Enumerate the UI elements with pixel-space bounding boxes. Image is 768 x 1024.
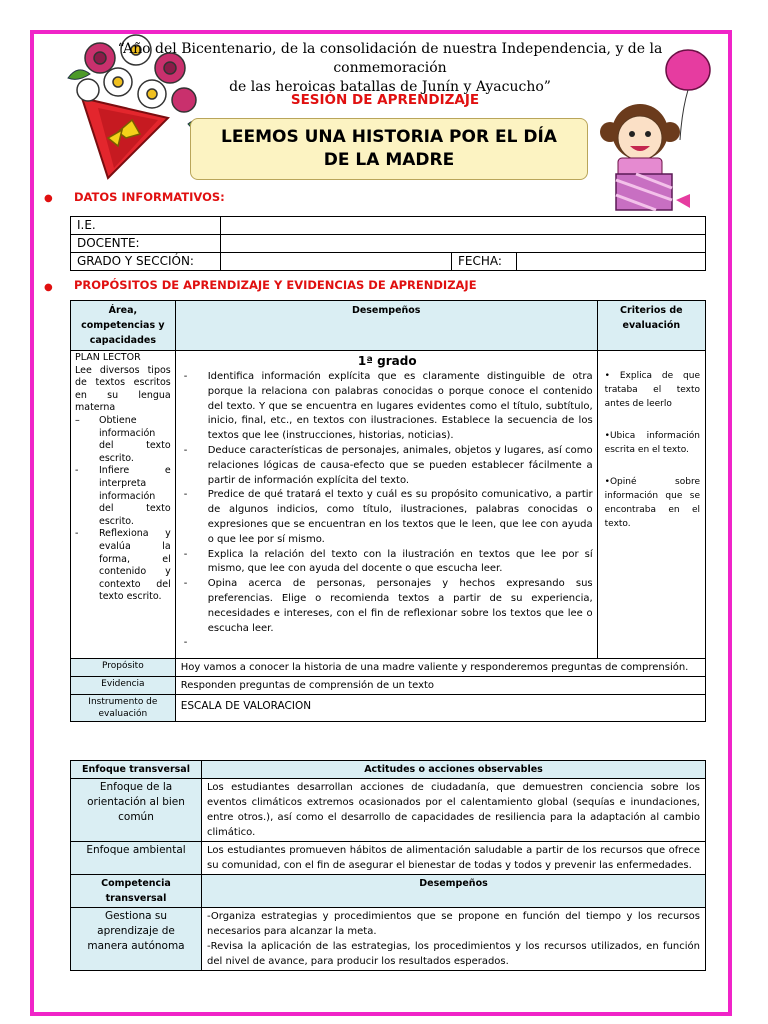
desempeno-item <box>182 577 593 636</box>
criterio-item: • Explica de que trataba el texto antes de leerlo <box>604 371 700 409</box>
dash-marker: - <box>183 489 188 501</box>
competencia-line2: -Revisa la aplicación de las estrategias, los procedimientos y los recursos utilizados, en función del nivel de avance, para producir los resultados esperados. <box>207 941 700 967</box>
header-area: Área, competencias y capacidades <box>71 301 176 351</box>
area-cell <box>71 351 176 659</box>
desempeno-text: Identifica información explícita que es claramente distinguible de otra porque la relaciona con palabras conocidas o porque conoce el contenido del texto. Y que se encuentra en lugares evidentes como el título, subtítulo, inicio, final, etc., en textos con ilustraciones. Establece la secuencia de los textos que lee (instrucciones, historias, noticias). <box>207 371 593 442</box>
capacidades-list <box>75 415 171 604</box>
desempeno-text: Predice de qué tratará el texto y cuál es su propósito comunicativo, a partir de algunos indicios, como título, ilustraciones, palabras conocidas o expresiones que se encuentran en los textos que le leen, que lee con ayuda o que lee por sí mismo. <box>207 489 593 545</box>
slogan-line2: de las heroicas batallas de Junín y Ayacucho” <box>229 79 551 95</box>
session-label: SESIÓN DE APRENDIZAJE <box>290 92 480 108</box>
fecha-label: FECHA: <box>452 253 517 271</box>
desempenos-list <box>182 370 593 651</box>
instrumento-label: Instrumento de evaluación <box>71 695 176 722</box>
docente-value[interactable] <box>221 235 706 253</box>
area-competencia: Lee diversos tipos de textos escritos en su lengua materna <box>75 364 171 414</box>
capacidad-item <box>75 415 171 465</box>
desempeno-item <box>182 488 593 547</box>
datos-table <box>70 216 706 271</box>
dash-marker: - <box>183 444 188 456</box>
desempenos-cell <box>175 351 597 659</box>
capacidad-item <box>75 528 171 604</box>
area-title: PLAN LECTOR <box>75 352 141 363</box>
enfoque-bien-comun-label: Enfoque de la orientación al bien común <box>71 779 202 842</box>
desempeno-item <box>182 636 593 651</box>
evidencia-value: Responden preguntas de comprensión de un texto <box>175 677 705 695</box>
header-competencia: Competencia transversal <box>71 875 202 908</box>
ie-label: I.E. <box>71 217 221 235</box>
enfoque-ambiental-label: Enfoque ambiental <box>71 842 202 875</box>
criterios-list <box>605 369 700 531</box>
desempeno-item <box>182 444 593 488</box>
criterios-cell <box>597 351 705 659</box>
title-line1: LEEMOS UNA HISTORIA POR EL DÍA <box>221 127 557 147</box>
enfoque-ambiental-text: Los estudiantes promueven hábitos de alimentación saludable a partir de los recursos que ofrece su comunidad, con el fin de asegurar el bienestar de todas y todos y prevenir las enfermedades. <box>202 842 706 875</box>
proposito-label: Propósito <box>71 659 176 677</box>
bullet-icon: ● <box>44 282 53 293</box>
competencia-text <box>202 908 706 971</box>
enfoque-table <box>70 760 706 971</box>
bullet-icon: ● <box>44 193 53 204</box>
capacidad-text: Obtiene información del texto escrito. <box>99 414 171 464</box>
propositos-heading: PROPÓSITOS DE APRENDIZAJE Y EVIDENCIAS DE APRENDIZAJE <box>74 278 477 292</box>
dash-marker: - <box>75 528 79 540</box>
instrumento-value: ESCALA DE VALORACION <box>175 695 705 722</box>
dash-marker: - <box>183 637 188 649</box>
evidencia-label: Evidencia <box>71 677 176 695</box>
grado-label: GRADO Y SECCIÓN: <box>71 253 221 271</box>
fecha-value[interactable] <box>517 253 706 271</box>
competencias-table <box>70 300 706 722</box>
dash-marker: - <box>183 578 188 590</box>
dash-marker: - <box>75 465 79 477</box>
grado-value[interactable] <box>221 253 452 271</box>
dash-marker: - <box>183 548 188 560</box>
desempeno-text: Opina acerca de personas, personajes y hechos expresando sus preferencias. Elige o recomienda textos a partir de su experiencia, necesidades e intereses, con el fin de reflexionar sobre los textos que lee o escucha leer. <box>207 578 593 634</box>
slogan-line1: “Año del Bicentenario, de la consolidación de nuestra Independencia, y de la conmemoración <box>117 41 663 76</box>
criterio-item: •Ubica información escrita en el texto. <box>604 431 700 455</box>
header-slogan <box>80 40 700 97</box>
dash-marker: - <box>183 371 188 382</box>
header-desempenos: Desempeños <box>175 301 597 351</box>
desempeno-item <box>182 370 593 444</box>
datos-heading: DATOS INFORMATIVOS: <box>74 190 225 204</box>
grade-label: 1ª grado <box>357 354 417 368</box>
criterio-item: •Opiné sobre información que se encontraba en el texto. <box>604 477 700 529</box>
dash-marker: – <box>75 414 80 426</box>
desempeno-item <box>182 548 593 578</box>
header-enfoque: Enfoque transversal <box>71 761 202 779</box>
title-line2: DE LA MADRE <box>323 150 455 170</box>
capacidad-text: Infiere e interpreta información del texto escrito. <box>99 465 171 527</box>
competencia-label: Gestiona su aprendizaje de manera autónoma <box>71 908 202 971</box>
ie-value[interactable] <box>221 217 706 235</box>
session-title <box>190 118 588 180</box>
competencia-line1: -Organiza estrategias y procedimientos que se propone en función del tiempo y los recursos necesarios para alcanzar la meta. <box>207 911 700 937</box>
proposito-value: Hoy vamos a conocer la historia de una madre valiente y responderemos preguntas de comprensión. <box>175 659 705 677</box>
header-desempenos-transversal: Desempeños <box>202 875 706 908</box>
desempeno-text: Deduce características de personajes, animales, objetos y lugares, así como relaciones lógicas de causa-efecto que se pueden establecer fácilmente a partir de información explícita del texto. <box>207 444 593 486</box>
enfoque-bien-comun-text: Los estudiantes desarrollan acciones de ciudadanía, que demuestren conciencia sobre los eventos climáticos extremos ocasionados por el calentamiento global (sequías e inundaciones, entre otros.), así como el desarrollo de capacidades de resiliencia para la adaptación al cambio climático. <box>202 779 706 842</box>
capacidad-item <box>75 465 171 528</box>
docente-label: DOCENTE: <box>71 235 221 253</box>
desempeno-text: Explica la relación del texto con la ilustración en textos que lee por sí mismo, que lee con ayuda del docente o que escucha leer. <box>207 548 593 575</box>
capacidad-text: Reflexiona y evalúa la forma, el contenido y contexto del texto escrito. <box>99 528 171 603</box>
header-criterios: Criterios de evaluación <box>597 301 705 351</box>
header-actitudes: Actitudes o acciones observables <box>202 761 706 779</box>
